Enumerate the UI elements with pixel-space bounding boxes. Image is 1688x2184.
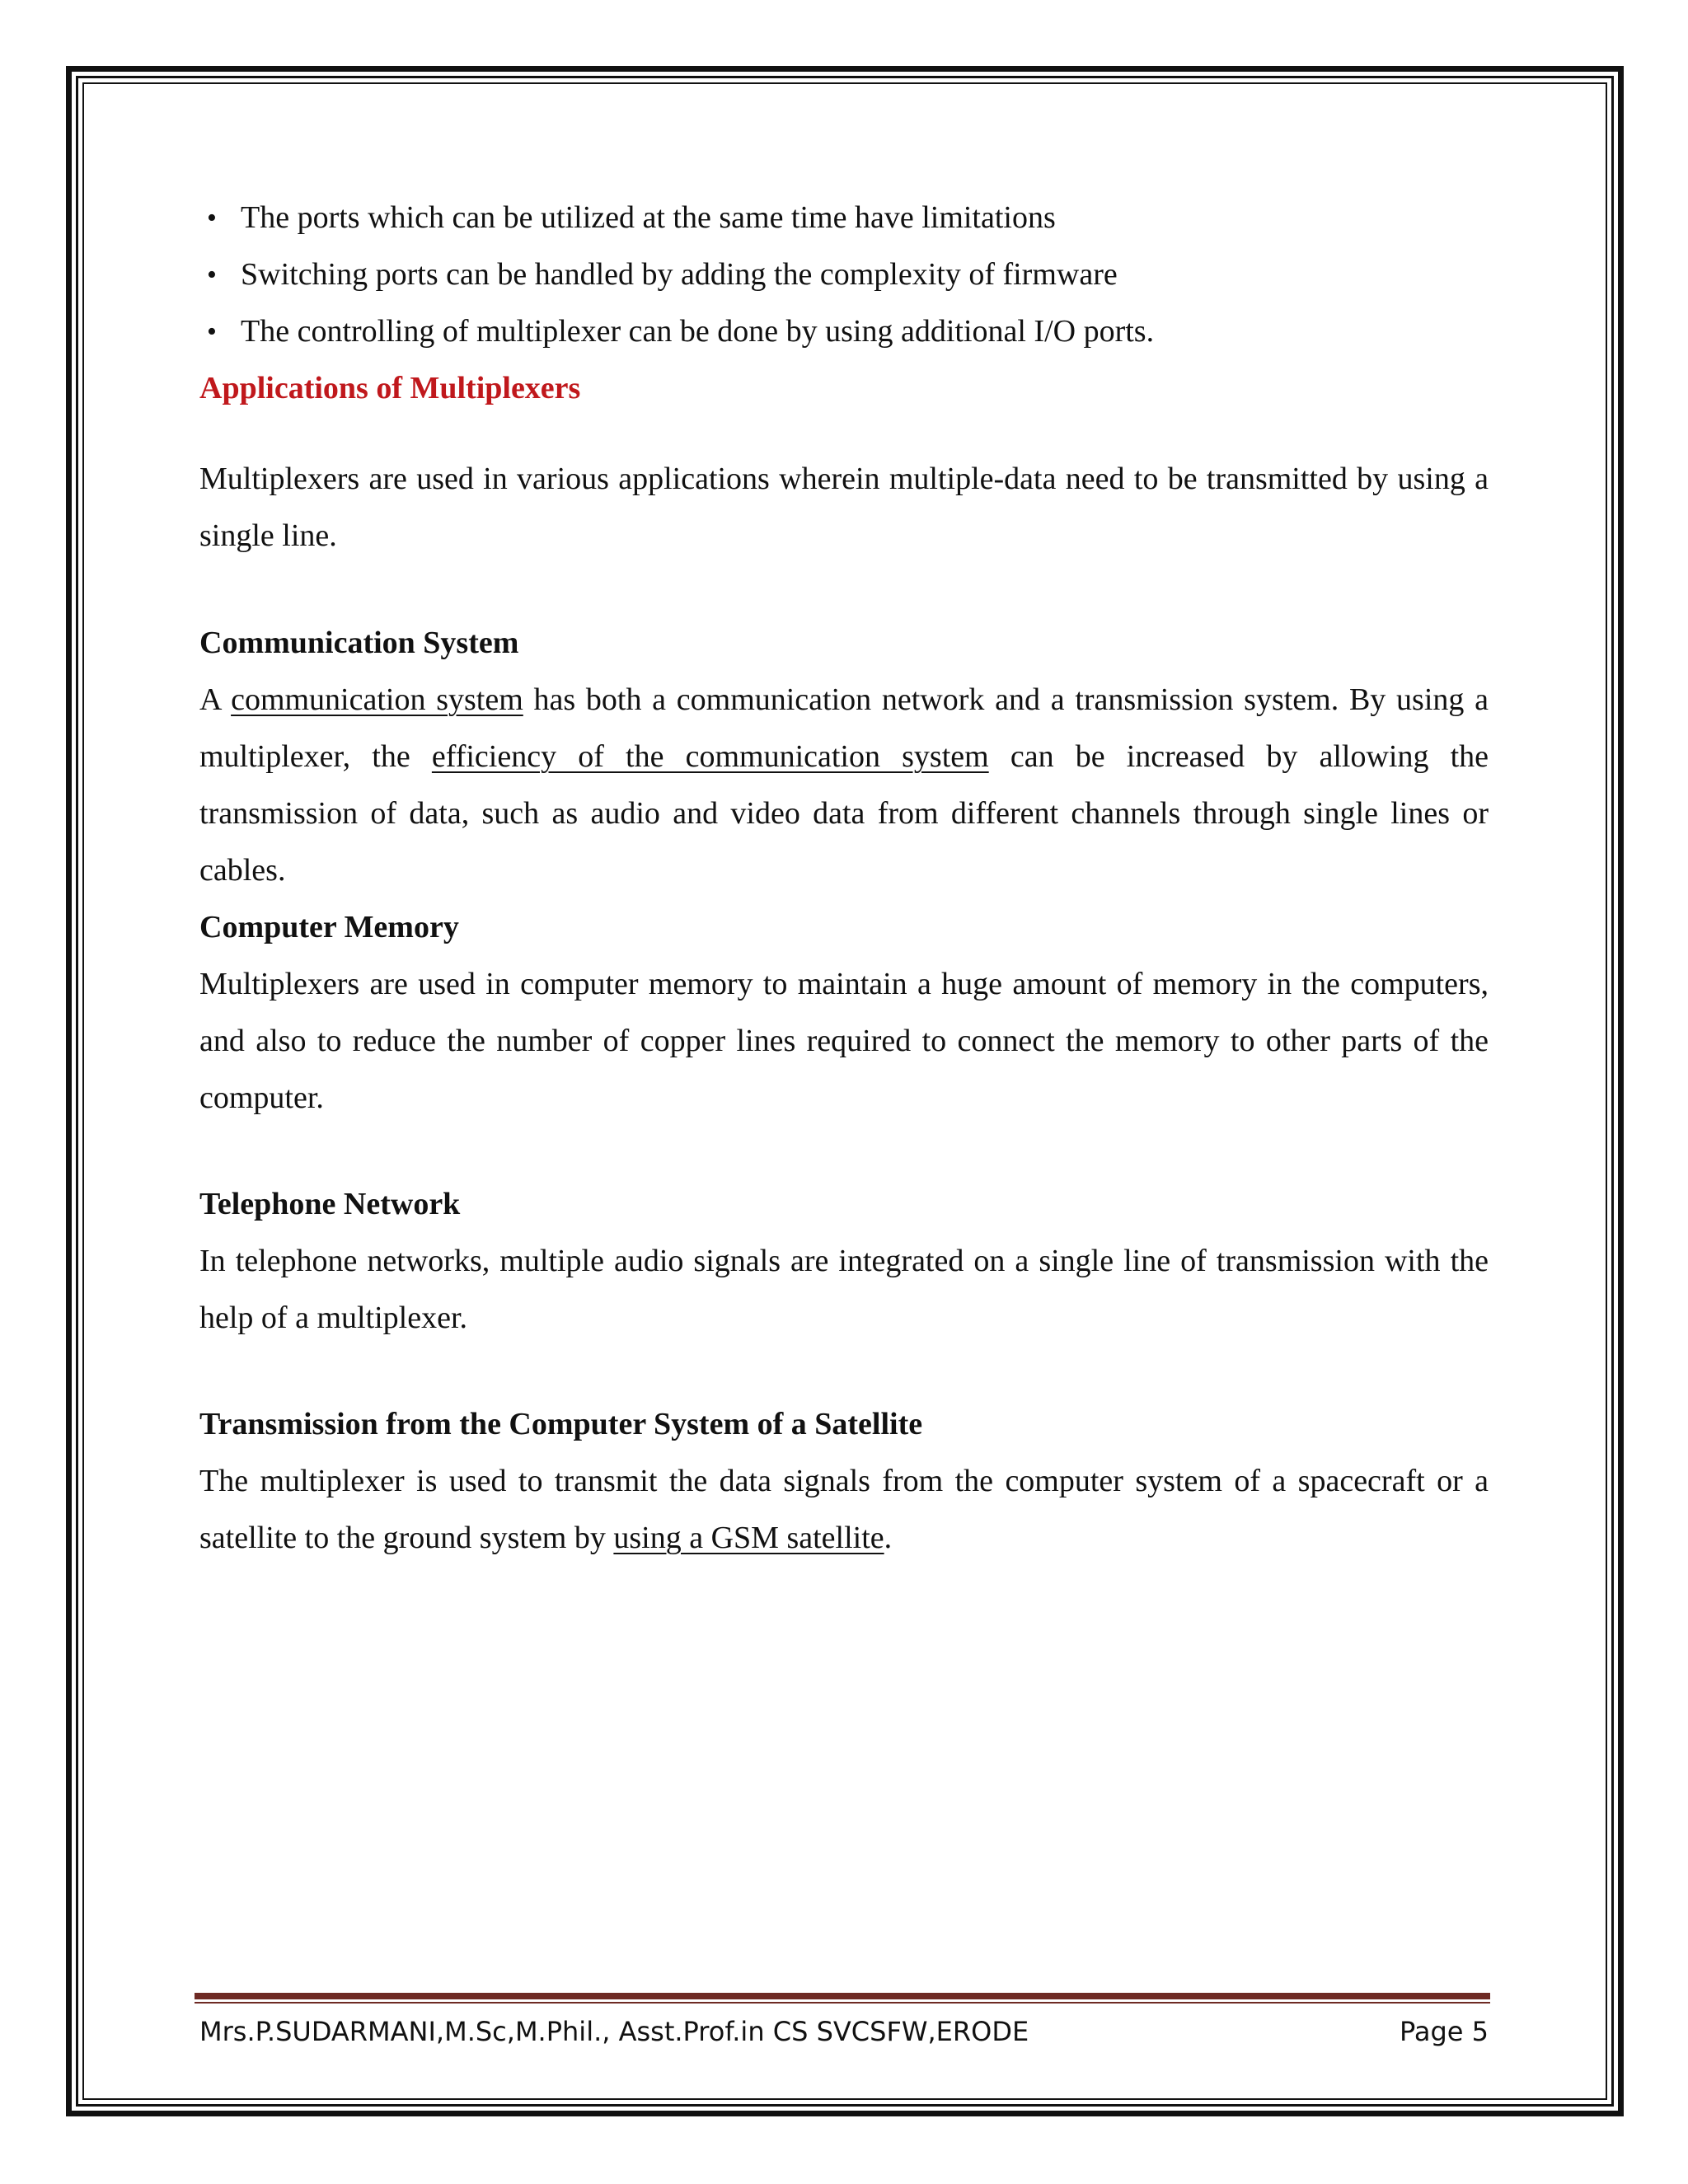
list-item — [199, 246, 1489, 303]
paragraph-text: has both a communication network and a transmission system. By using a multiplexer, the — [199, 682, 1489, 774]
heading-satellite-transmission: Transmission from the Computer System of a Satellite — [199, 1407, 923, 1441]
footer-rule-thin — [195, 2002, 1490, 2004]
section-title-applications: Applications of Multiplexers — [199, 371, 581, 405]
heading-computer-memory: Computer Memory — [199, 910, 459, 944]
communication-system-link[interactable]: communication system — [231, 682, 523, 717]
footer-author: Mrs.P.SUDARMANI,M.Sc,M.Phil., Asst.Prof.in CS SVCSFW,ERODE — [199, 2016, 1029, 2047]
footer-rule — [195, 1993, 1490, 1999]
efficiency-link[interactable]: efficiency of the communication system — [431, 739, 989, 774]
communication-paragraph — [199, 672, 1489, 899]
list-item-text: Switching ports can be handled by adding the complexity of firmware — [241, 257, 1118, 292]
applications-intro: Multiplexers are used in various applications wherein multiple-data need to be transmitted by using a single line. — [199, 462, 1489, 553]
paragraph-text: . — [884, 1521, 893, 1555]
satellite-paragraph — [199, 1453, 1489, 1567]
list-item-text: The controlling of multiplexer can be done by using additional I/O ports. — [241, 314, 1155, 349]
bullet-icon: • — [207, 260, 217, 290]
paragraph-text: A — [199, 682, 232, 717]
list-item — [199, 190, 1489, 246]
paragraph-text: can be increased by allowing the transmission of data, such as audio and video data from different channels through single lines or cables. — [199, 739, 1489, 888]
list-item-text: The ports which can be utilized at the same time have limitations — [241, 200, 1056, 235]
telephone-paragraph: In telephone networks, multiple audio signals are integrated on a single line of transmission with the help of a multiplexer. — [199, 1244, 1489, 1335]
memory-paragraph: Multiplexers are used in computer memory to maintain a huge amount of memory in the computers, and also to reduce the number of copper lines required to connect the memory to other parts of the computer. — [199, 967, 1489, 1115]
gsm-satellite-link[interactable]: using a GSM satellite — [613, 1521, 884, 1555]
page-content — [199, 190, 1489, 1567]
limitations-list — [199, 190, 1489, 360]
bullet-icon: • — [207, 203, 217, 233]
bullet-icon: • — [207, 316, 217, 347]
list-item — [199, 303, 1489, 360]
footer-page-number: Page 5 — [1400, 2016, 1489, 2047]
paragraph-text: The multiplexer is used to transmit the data signals from the computer system of a spacecraft or a satellite to the ground system by — [199, 1464, 1489, 1555]
heading-telephone-network: Telephone Network — [199, 1187, 461, 1221]
heading-communication-system: Communication System — [199, 626, 519, 660]
